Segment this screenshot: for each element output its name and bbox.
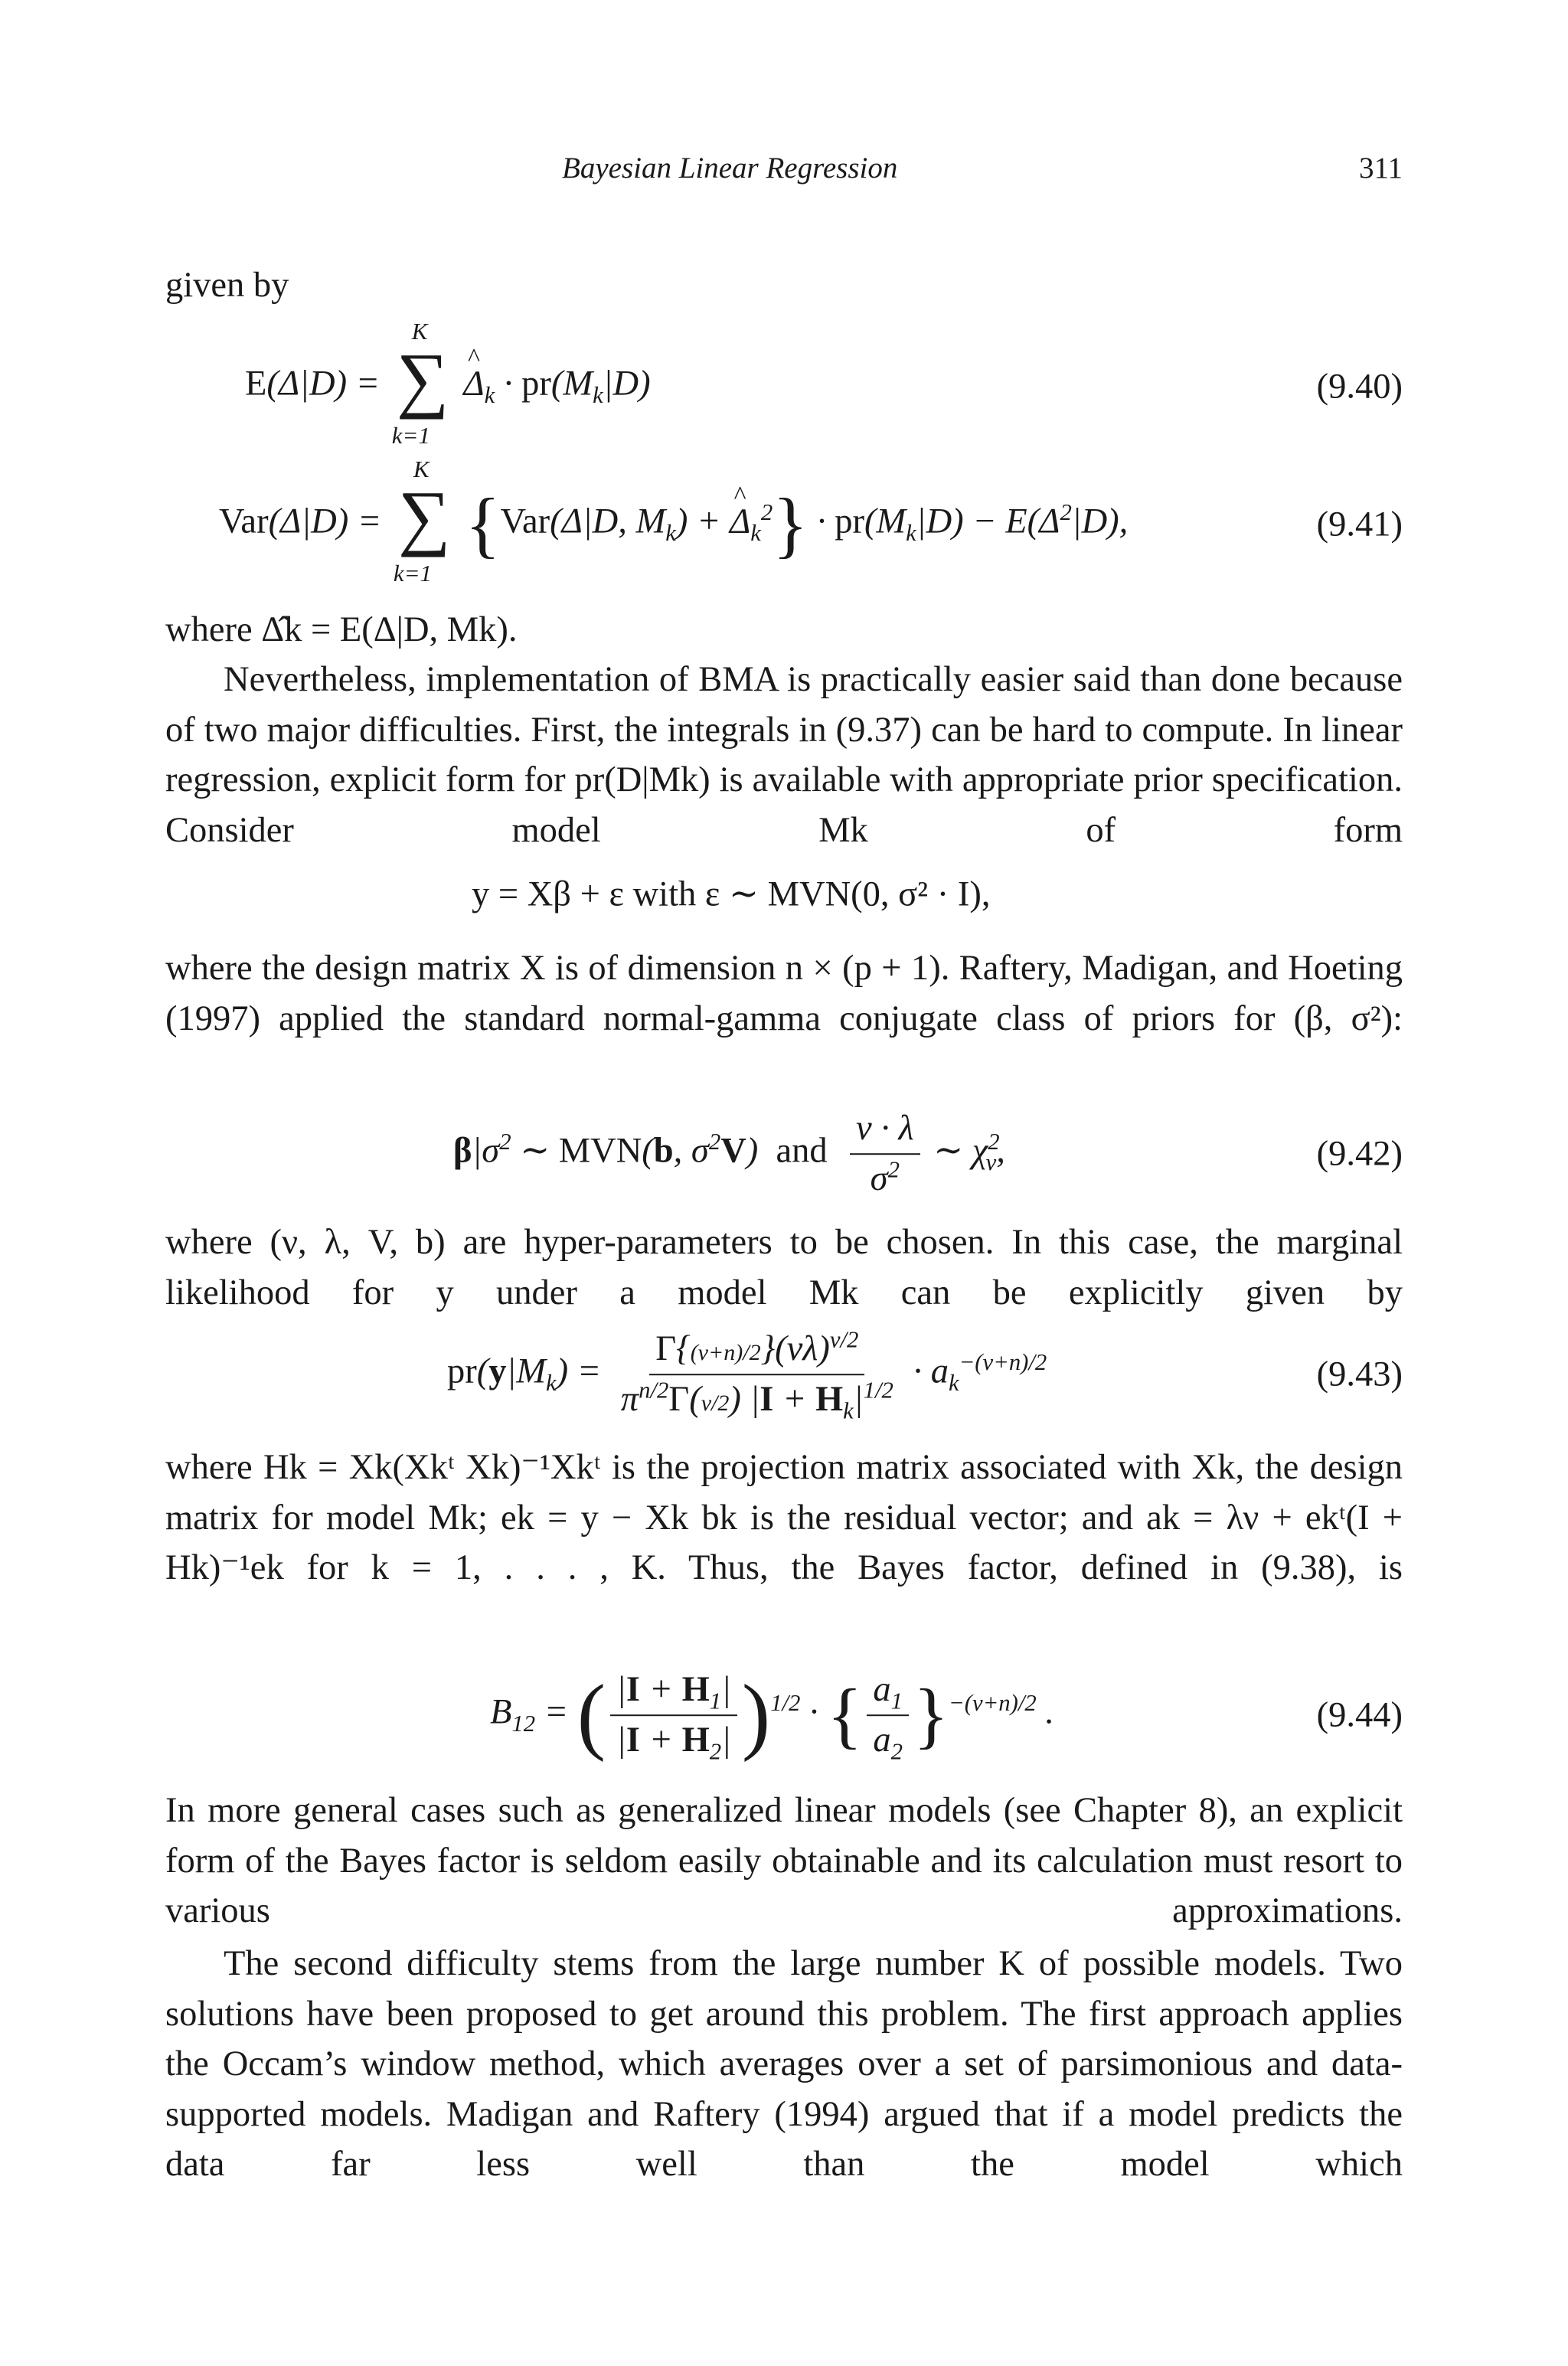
equation-number: (9.40) [1316, 367, 1403, 407]
paragraph-second-difficulty: The second difficulty stems from the large number K of possible models. Two solutions have been proposed to get around this problem. The first approach applies the Occam’s window method, which averages over a set of parsimonious and data-supported models. Madigan and Raftery (1994) argued that if a model predicts the data far less well than the model which [165, 1944, 1403, 2184]
paragraph-hyperparameters: where (ν, λ, V, b) are hyper-parameters to be chosen. In this case, the marginal likelihood for y under a model Mk can be explicitly given by [165, 1223, 1403, 1312]
where-delta-hat-text: where Δ̂k = E(Δ|D, Mk). [165, 610, 518, 649]
equation-number: (9.41) [1316, 505, 1403, 544]
paragraph-projection-matrix: where Hk = Xk(Xkᵗ Xk)⁻¹Xkᵗ is the projection matrix associated with Xk, the design matrix for model Mk; ek = y − Xk bk is the residual vector; and ak = λν + ekᵗ(I + Hk)⁻¹ek for k = 1, . . . , K. Thus, the Bayes factor, defined in (9.38), is [165, 1448, 1403, 1587]
equation-number: (9.42) [1316, 1134, 1403, 1174]
paragraph-nevertheless: Nevertheless, implementation of BMA is practically easier said than done because of two major difficulties. First, the integrals in (9.37) can be hard to compute. In linear regression, explicit form for pr(D|Mk) is available with appropriate prior specification. Consider model Mk of form [165, 660, 1403, 850]
equation-9-44: $B_{12}$ = ( $\frac{|I + H_1|}{|I + H_2|}$ )$^{1/2}$ · { $\frac{a_1}{a_2}$ }$^{-(\nu+n)/2}$ . (9.44) [490, 1668, 1403, 1765]
paragraph-general-cases: In more general cases such as generalized linear models (see Chapter 8), an explicit form of the Bayes factor is seldom easily obtainable and its calculation must resort to various approximations. [165, 1791, 1403, 1930]
summation-symbol: K ∑ k=1 [393, 456, 451, 587]
equation-number: (9.44) [1316, 1695, 1403, 1735]
paragraph-design-matrix: where the design matrix X is of dimension n × (p + 1). Raftery, Madigan, and Hoeting (1997) applied the standard normal-gamma conjugate class of priors for (β, σ²): [165, 949, 1403, 1038]
page-number: 311 [1358, 152, 1403, 185]
summation-symbol: K ∑ k=1 [391, 318, 449, 449]
equation-9-41: Var(Δ|D) = K ∑ k=1 {Var(Δ|D, $M_k) + \Delta$ $\^{}_k^2\} \cdot pr(M_k|D) - E(\Delta^2|D)$, (9.41) [165, 459, 1403, 590]
model-equation: y = Xβ + ε with ε ∼ MVN(0, σ² · I), [472, 874, 991, 914]
equation-9-40: E(Δ|D) = K ∑ k=1 Δ $\^{}_k \cdot pr(M_k|D)$ (9.40) [165, 322, 1403, 452]
running-title: Bayesian Linear Regression [562, 152, 898, 185]
equation-9-42: $\beta|\sigma^2$ ∼ MVN(b, $\sigma^2V$) and $\frac{\nu \cdot \lambda}{\sigma^2}$ ∼ $\chi^2_\nu$, (9.42) [453, 1109, 1403, 1198]
equation-number: (9.43) [1316, 1355, 1403, 1394]
equation-9-43: $pr(y|M_k)$ = $\frac{\Gamma\{(\nu+n)/2\}(\nu\lambda)^{\nu/2}}{\pi^{n/2}\Gamma(\nu/2) |I + H_k|^{1/2}}$ · $a_k^{-(\nu+n)/2}$ (9.43) [447, 1326, 1403, 1424]
intro-text: given by [165, 266, 289, 305]
